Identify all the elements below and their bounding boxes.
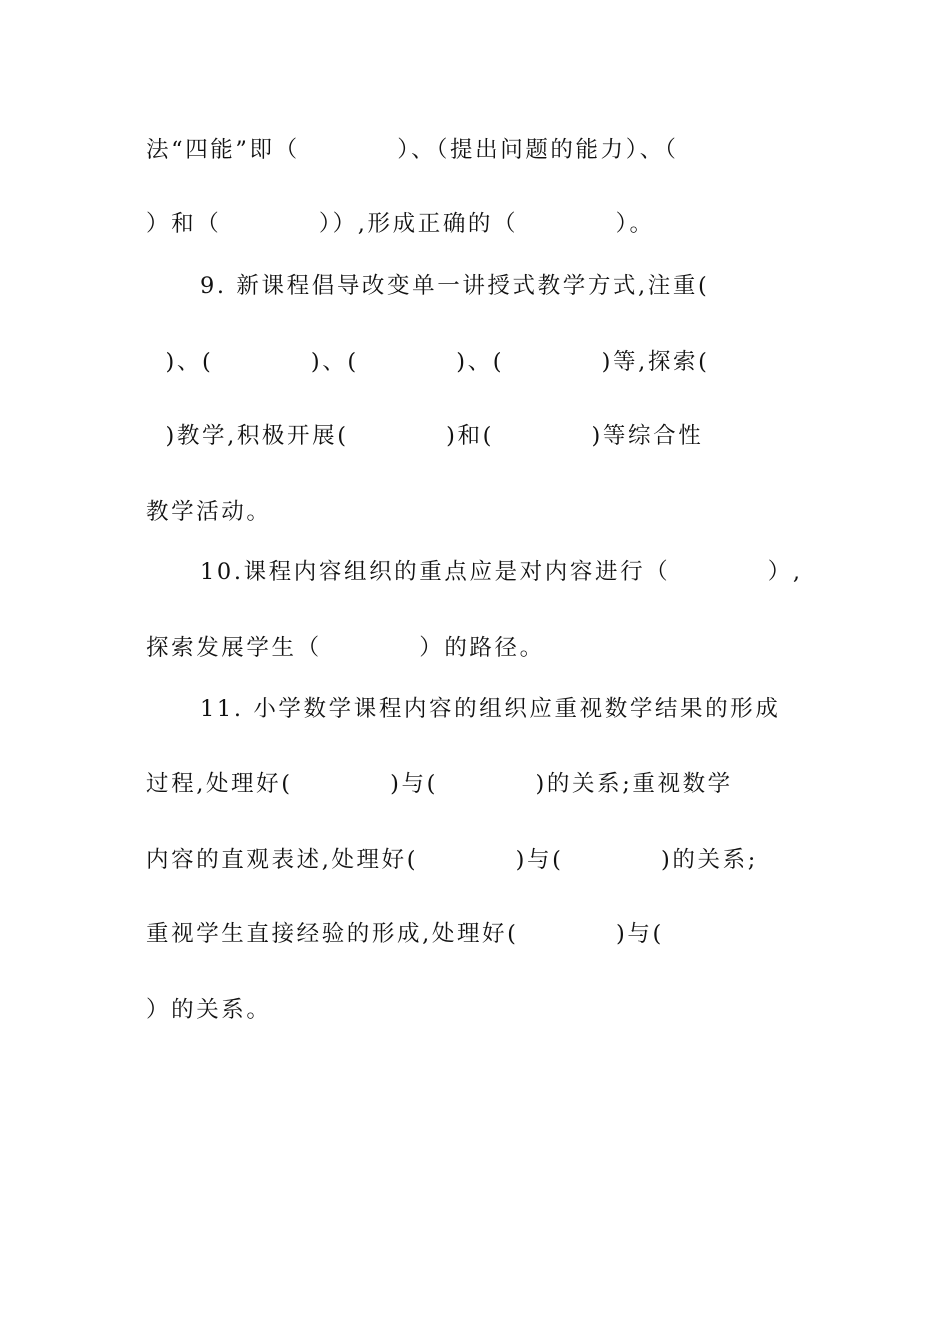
text-line: ）和（ ））,形成正确的（ ）。	[146, 211, 655, 237]
question-11-text: 11. 小学数学课程内容的组织应重视数学结果的形成	[200, 696, 781, 722]
text-line: 内容的直观表述,处理好( )与( )的关系;	[146, 847, 758, 873]
text-line: 过程,处理好( )与( )的关系;重视数学	[146, 771, 733, 797]
question-10-text: 10.课程内容组织的重点应是对内容进行（ ）,	[200, 559, 803, 585]
text-line: )、( )、( )、( )等,探索(	[146, 349, 710, 375]
text-line: 教学活动。	[146, 499, 272, 525]
question-9-text: 9. 新课程倡导改变单一讲授式教学方式,注重(	[200, 273, 710, 299]
text-line: 探索发展学生（ ）的路径。	[146, 635, 545, 661]
text-line: 法“四能”即（ ）、（提出问题的能力）、（	[146, 137, 679, 163]
text-line: 重视学生直接经验的形成,处理好( )与(	[146, 921, 664, 947]
text-line: ）的关系。	[146, 997, 272, 1023]
text-line: )教学,积极开展( )和( )等综合性	[146, 423, 704, 449]
